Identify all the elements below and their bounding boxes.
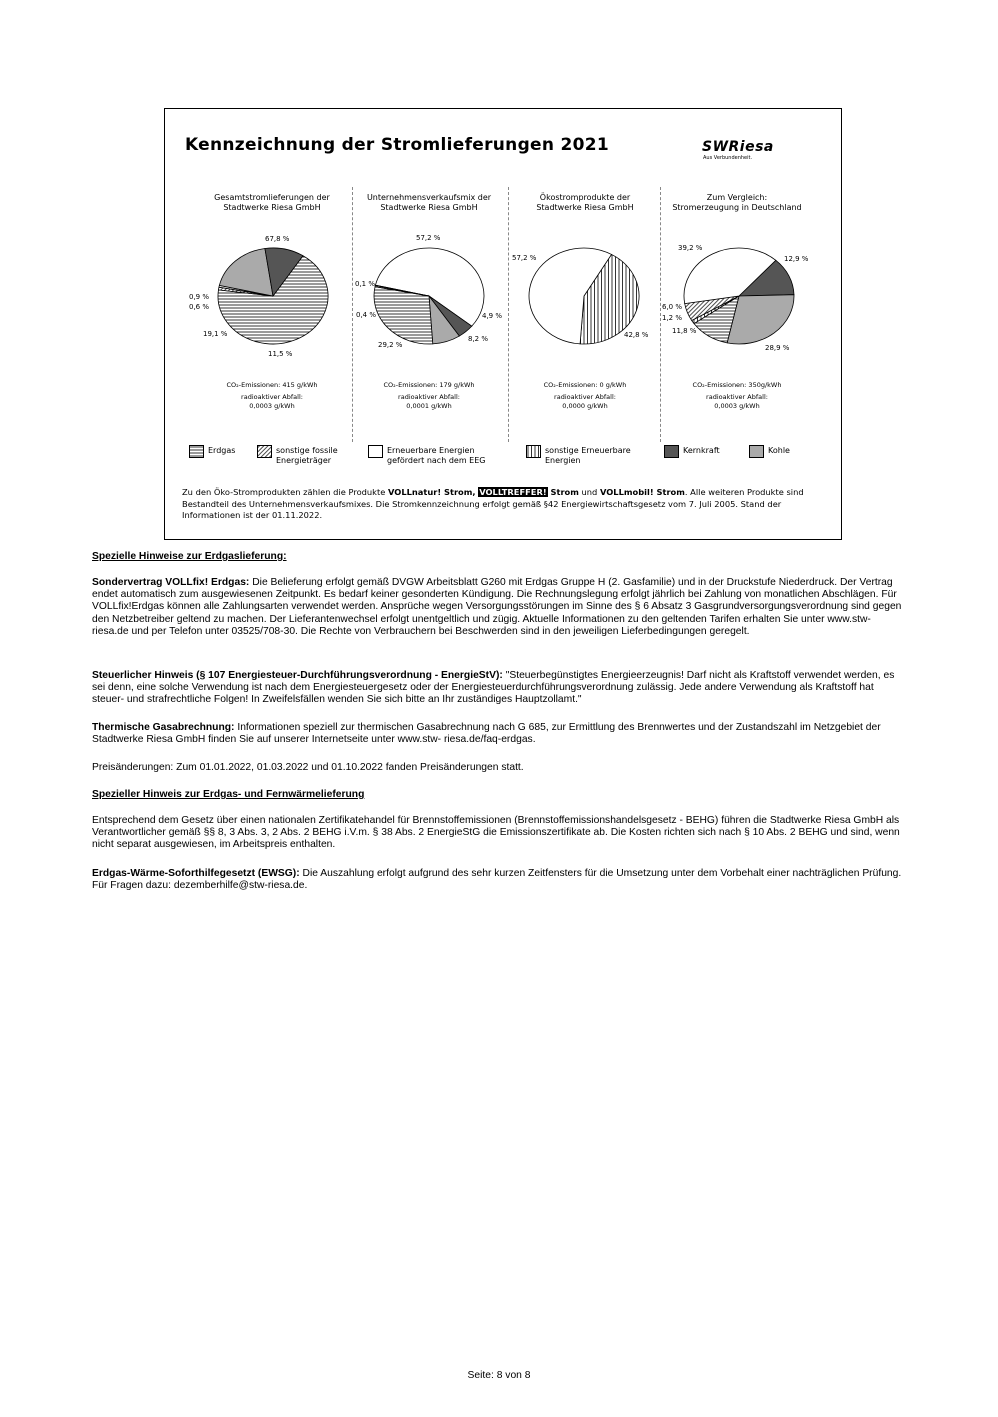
legend-label <box>387 446 485 466</box>
legend-swatch <box>664 445 679 458</box>
footnote-text: Zu den Öko-Stromprodukten zählen die Produkte <box>182 487 388 497</box>
co2-emissions: CO₂-Emissionen: 350g/kWh <box>692 381 782 389</box>
pie-column-sales-mix <box>350 193 508 443</box>
legend-swatch <box>526 445 541 458</box>
pie-label: 6,0 % <box>662 303 683 311</box>
paragraph-price-changes: Preisänderungen: Zum 01.01.2022, 01.03.2022 und 01.10.2022 fanden Preisänderungen statt. <box>92 762 524 773</box>
legend-swatch <box>749 445 764 458</box>
co2-emissions: CO₂-Emissionen: 179 g/kWh <box>383 381 475 389</box>
product-volltreffer-rest: Strom <box>547 487 579 497</box>
pie-label: 0,6 % <box>189 303 210 311</box>
footnote-text: und <box>578 487 600 497</box>
pie-label: 0,9 % <box>189 293 210 301</box>
waste-value: 0,0003 g/kWh <box>249 402 295 410</box>
column-heading-line: Stromerzeugung in Deutschland <box>672 203 802 212</box>
page-number: Seite: 8 von 8 <box>467 1370 531 1381</box>
pie-label: 19,1 % <box>203 330 228 338</box>
paragraph-behg: Entsprechend dem Gesetz über einen nationalen Zertifikatehandel für Brennstoffemissionen (Brennstoffemissionshandelsgesetz - BEHG) führen die Stadtwerke Riesa GmbH als Verantwortlicher gemäß §§ 8, 3 Abs. 3, 2 Abs. 2 BEHG i.V.m. § 38 Abs. 2 EnergieStG die Emissionszertifikate ab. Die Kosten richten sich nach § 10 Abs. 2 BEHG und sind, wenn nicht separat ausgewiesen, im Arbeitspreis enthalten. <box>92 815 900 851</box>
logo-tagline: Aus Verbundenheit. <box>703 155 753 161</box>
pie-label: 0,4 % <box>356 311 377 319</box>
paragraph-body: Informationen speziell zur thermischen Gasabrechnung nach G 685, zur Ermittlung des Brennwertes und der Zustandszahl im Netzgebiet der Stadtwerke Riesa GmbH finden Sie auf unserer Internetseite unter www.stw- riesa.de/faq-erdgas. <box>92 722 881 746</box>
paragraph-lead: Thermische Gasabrechnung: <box>92 722 235 733</box>
legend-label-line: sonstige Erneuerbare <box>545 446 631 455</box>
legend-swatch <box>257 445 272 458</box>
legend-label <box>208 446 235 456</box>
pie-label: 29,2 % <box>378 341 403 349</box>
product-vollnatur: VOLLnatur! Strom, <box>387 487 476 497</box>
waste-label: radioaktiver Abfall: <box>398 393 460 401</box>
waste-value: 0,0000 g/kWh <box>562 402 608 410</box>
column-heading-line: Unternehmensverkaufsmix der <box>366 193 492 202</box>
legend-label <box>545 446 631 466</box>
column-heading-line: Gesamtstromlieferungen der <box>214 193 330 202</box>
pie-label: 12,9 % <box>784 255 809 263</box>
column-heading <box>193 193 351 213</box>
heading-gas-notes: Spezielle Hinweise zur Erdgaslieferung: <box>92 551 287 562</box>
legend-swatch <box>368 445 383 458</box>
pie-label: 11,8 % <box>672 327 697 335</box>
waste-label: radioaktiver Abfall: <box>554 393 616 401</box>
heading-gas-heat-notes: Spezieller Hinweis zur Erdgas- und Fernwärmelieferung <box>92 789 365 800</box>
legend-label-line: Erneuerbare Energien <box>387 446 475 455</box>
chart-footnote <box>182 487 827 522</box>
chart-legend <box>189 445 829 473</box>
pie-label: 4,9 % <box>482 312 503 320</box>
paragraph-body: "Steuerbegünstigtes Energieerzeugnis! Darf nicht als Kraftstoff verwendet werden, es sei denn, eine solche Verwendung ist nach dem Energiesteuergesetz oder der Energiesteuerdurchführungsverordnung zulässig. Jede andere Verwendung als Kraftstoff hat steuer- und strafrechtliche Folgen! In Zweifelsfällen wenden Sie sich bitte an Ihr zuständiges Hauptzollamt." <box>92 670 895 706</box>
pie-label: 57,2 % <box>416 234 441 242</box>
pie-column-germany <box>658 193 816 443</box>
column-heading <box>350 193 508 213</box>
column-heading <box>506 193 664 213</box>
paragraph-body: Die Auszahlung erfolgt aufgrund des sehr kurzen Zeitfensters für die Umsetzung unter dem Vorbehalt einer nachträglichen Prüfung. Für Fragen dazu: dezemberhilfe@stw-riesa.de. <box>92 868 902 892</box>
legend-label <box>276 446 338 466</box>
product-vollmobil: VOLLmobil! Strom <box>599 487 685 497</box>
legend-label-line: Kohle <box>768 446 790 455</box>
legend-label-line: sonstige fossile <box>276 446 338 455</box>
paragraph-body: Die Belieferung erfolgt gemäß DVGW Arbeitsblatt G260 mit Erdgas Gruppe H (2. Gasfamilie) und in der Druckstufe Niederdruck. Der Vertrag endet automatisch zum ausgewiesenen Zeitpunkt. Es bedarf keiner gesonderten Kündigung. Die Rechnungslegung erfolgt jährlich bei Zahlung von monatlichen Abschlägen. Für VOLLfix!Erdgas können alle Zahlungsarten verwendet werden. Ansprüche wegen Versorgungsstörungen im Sinne des § 6 Absatz 3 Gasgrundversorgungsverordnung sind gegen den Netzbetreiber geltend zu machen. Der Lieferantenwechsel erfolgt unentgeltlich und zügig. Aktuelle Informationen zu den geltenden Tarifen erhalten Sie unter www.stw-riesa.de und per Telefon unter 03525/708-30. Die Rechte von Verbrauchern bei Beschwerden sind in den jeweiligen Lieferbedingungen geregelt. <box>92 577 902 637</box>
logo-wordmark: SWRiesa <box>702 139 774 155</box>
pie-chart-green-products <box>506 223 664 363</box>
pie-label: 57,2 % <box>512 254 537 262</box>
column-heading-line: Zum Vergleich: <box>706 193 768 202</box>
legend-label <box>683 446 720 456</box>
paragraph-thermal-billing <box>92 722 907 746</box>
legend-label-line: Erdgas <box>208 446 236 455</box>
electricity-labelling-box <box>164 108 842 540</box>
pie-label: 11,5 % <box>268 350 293 358</box>
paragraph-lead: Erdgas-Wärme-Soforthilfegesetzt (EWSG): <box>92 868 300 879</box>
waste-value: 0,0003 g/kWh <box>714 402 760 410</box>
column-heading-line: Stadtwerke Riesa GmbH <box>536 203 634 212</box>
paragraph-tax-notice <box>92 670 907 707</box>
pie-column-total <box>189 193 351 443</box>
legend-swatch <box>189 445 204 458</box>
column-heading-line: Stadtwerke Riesa GmbH <box>223 203 321 212</box>
legend-label-line: Kernkraft <box>683 446 720 455</box>
paragraph-ewsg <box>92 868 907 892</box>
pie-label: 67,8 % <box>265 235 290 243</box>
waste-label: radioaktiver Abfall: <box>241 393 303 401</box>
pie-label: 1,2 % <box>662 314 683 322</box>
swriesa-logo <box>702 139 812 169</box>
co2-emissions: CO₂-Emissionen: 0 g/kWh <box>543 381 627 389</box>
waste-value: 0,0001 g/kWh <box>406 402 452 410</box>
pie-label: 39,2 % <box>678 244 703 252</box>
pie-label: 42,8 % <box>624 331 649 339</box>
co2-emissions: CO₂-Emissionen: 415 g/kWh <box>226 381 318 389</box>
pie-label: 0,1 % <box>355 280 376 288</box>
waste-label: radioaktiver Abfall: <box>706 393 768 401</box>
column-heading-line: Ökostromprodukte der <box>539 193 631 202</box>
paragraph-lead: Sondervertrag VOLLfix! Erdgas: <box>92 577 250 588</box>
product-volltreffer-badge: VOLLTREFFER! <box>479 487 547 497</box>
pie-label: 8,2 % <box>468 335 489 343</box>
paragraph-lead: Steuerlicher Hinweis (§ 107 Energiesteuer-Durchführungsverordnung - EnergieStV): <box>92 670 503 681</box>
column-heading-line: Stadtwerke Riesa GmbH <box>380 203 478 212</box>
legend-label-line: Energien <box>545 456 581 465</box>
pie-chart-total <box>193 223 351 363</box>
legend-label-line: Energieträger <box>276 456 332 465</box>
column-heading <box>658 193 816 213</box>
legend-label-line: gefördert nach dem EEG <box>387 456 486 465</box>
pie-label: 28,9 % <box>765 344 790 352</box>
box-title: Kennzeichnung der Stromlieferungen 2021 <box>185 135 610 155</box>
legend-label <box>768 446 790 456</box>
pie-column-green-products <box>506 193 664 443</box>
footnote-text: . Alle weiteren Produkte sind Bestandteil des Unternehmensverkaufsmixes. Die Stromkennzeichnung erfolgt gemäß §42 Energiewirtschaftsgesetz vom 7. Juli 2005. Stand der Informationen ist der 01.11.2022. <box>182 487 804 520</box>
paragraph-vollfix <box>92 577 907 638</box>
